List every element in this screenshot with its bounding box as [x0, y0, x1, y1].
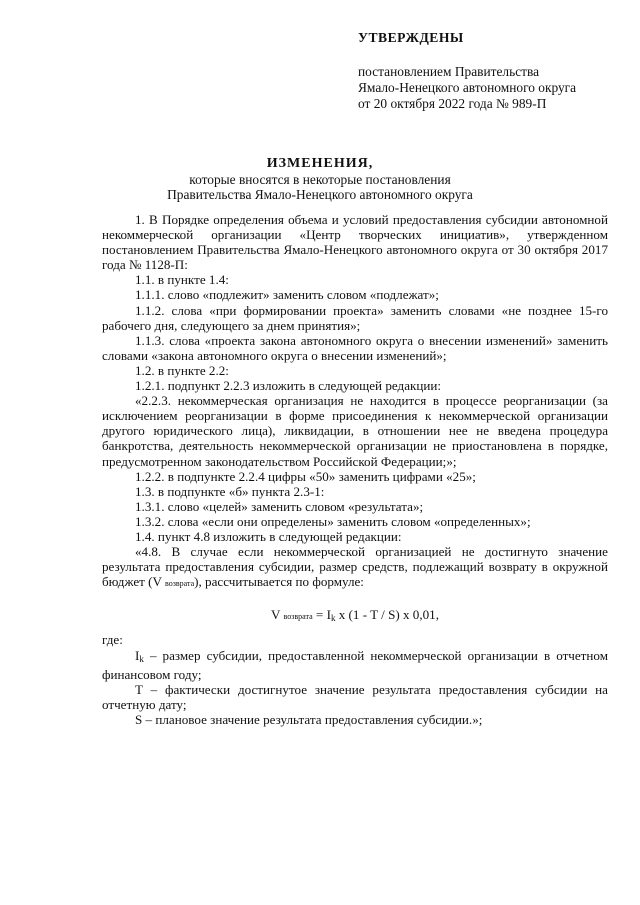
paragraph: 1.1.1. слово «подлежит» заменить словом «подлежат»; [135, 287, 439, 303]
paragraph: 1.2. в пункте 2.2: [135, 362, 229, 378]
approval-line: от 20 октября 2022 года № 989-П [358, 96, 547, 111]
paragraph: 1.4. пункт 4.8 изложить в следующей редакции: [135, 528, 402, 544]
paragraph: 1.1.3. слова «проекта закона автономного округа о внесении изменений» заменить словами «закона автономного округа о внесении изменений»; [102, 332, 608, 363]
title-sub: Правительства Ямало-Ненецкого автономного округа [167, 187, 473, 202]
paragraph: 1.3.1. слово «целей» заменить словом «результата»; [135, 498, 424, 514]
paragraph: 1. В Порядке определения объема и условий предоставления субсидии автономной некоммерческой организации «Центр творческих инициатив», утвержденном постановлением Правительства Ямало-Ненецкого автономного округа от 30 октября 2017 года № 1128-П: [102, 212, 608, 273]
definition-s: S – плановое значение результата предоставления субсидии.»; [135, 711, 483, 727]
title-main: ИЗМЕНЕНИЯ, [266, 156, 374, 171]
definition-ik: Ik – размер субсидии, предоставленной некоммерческой организации в отчетном финансовом году; [102, 647, 608, 682]
formula: V возврата = Ik x (1 - T / S) x 0,01, [271, 607, 439, 624]
paragraph: «2.2.3. некоммерческая организация не находится в процессе реорганизации (за исключением реорганизации в форме присоединения к некоммерческой организации другого юридического лица), ликвидации, в отношении нее не введена процедура банкротства, деятельность некоммерческой организации не приостановлена в порядке, предусмотренном законодательством Российской Федерации;»; [102, 393, 608, 469]
document-title [0, 156, 640, 203]
paragraph: 1.2.1. подпункт 2.2.3 изложить в следующей редакции: [135, 378, 442, 394]
approval-heading: УТВЕРЖДЕНЫ [358, 30, 464, 45]
approval-line: Ямало-Ненецкого автономного округа [358, 80, 577, 95]
paragraph: 1.1. в пункте 1.4: [135, 272, 229, 288]
paragraph-4-8: «4.8. В случае если некоммерческой организацией не достигнуто значение результата предоставления субсидии, размер средств, подлежащий возврату в окружной бюджет (V возврата), рассчитывается по формуле: [102, 544, 608, 590]
where-label: где: [102, 632, 123, 648]
approval-block [358, 30, 618, 112]
title-sub: которые вносятся в некоторые постановления [189, 171, 451, 187]
paragraph: 1.3.2. слова «если они определены» заменить словом «определенных»; [135, 513, 531, 529]
definition-t: T – фактически достигнутое значение результата предоставления субсидии на отчетную дату; [102, 681, 608, 712]
paragraph: 1.3. в подпункте «б» пункта 2.3-1: [135, 483, 325, 499]
paragraph: 1.1.2. слова «при формировании проекта» заменить словами «не позднее 15-го рабочего дня, следующего за днем принятия»; [102, 302, 608, 333]
approval-line: постановлением Правительства [358, 64, 540, 79]
document-body [102, 212, 608, 727]
paragraph: 1.2.2. в подпункте 2.2.4 цифры «50» заменить цифрами «25»; [135, 468, 476, 484]
